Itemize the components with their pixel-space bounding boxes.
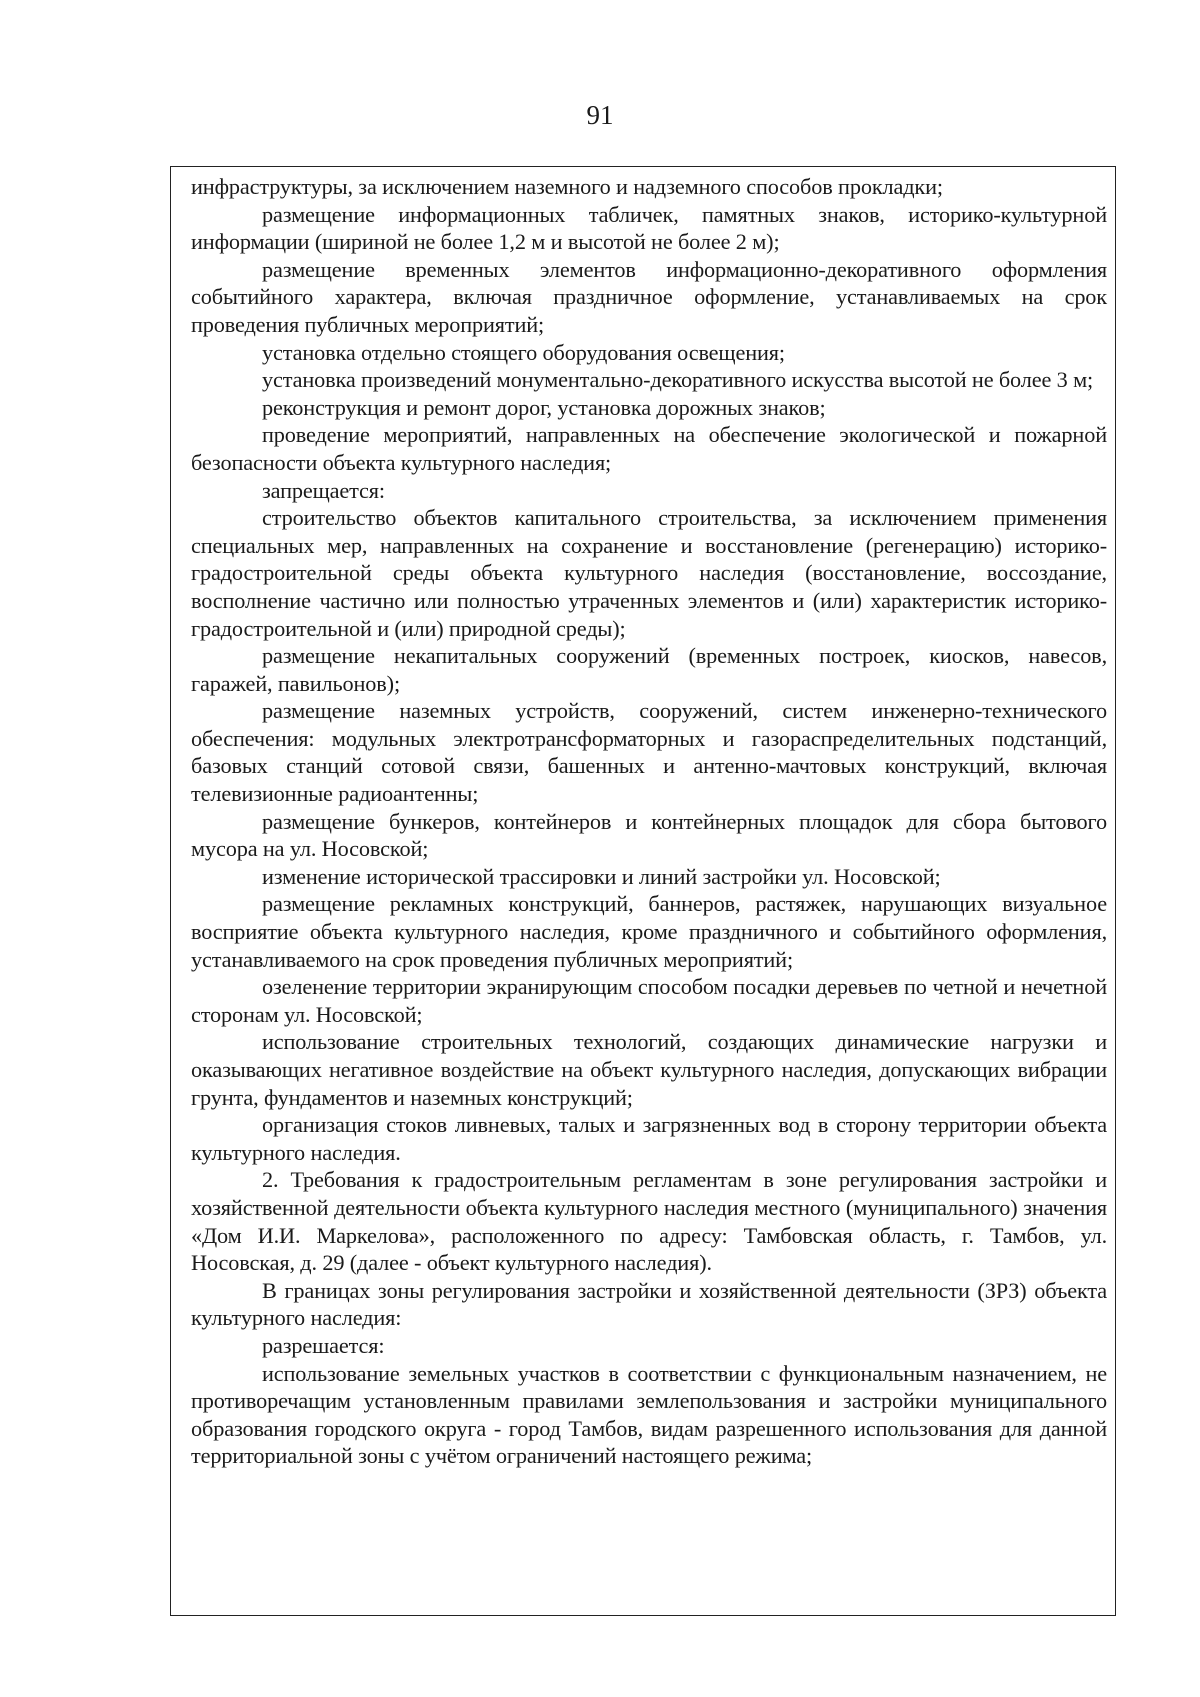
paragraph: изменение исторической трассировки и линий застройки ул. Носовской;	[262, 863, 941, 889]
paragraph: проведение мероприятий, направленных на обеспечение экологической и пожарной безопасности объекта культурного наследия;	[191, 422, 1107, 475]
paragraph: установка произведений монументально-декоративного искусства высотой не более 3 м;	[262, 367, 1094, 393]
paragraph: размещение бункеров, контейнеров и контейнерных площадок для сбора бытового мусора на ул. Носовской;	[191, 808, 1107, 862]
paragraph: использование земельных участков в соответствии с функциональным назначением, не противоречащим установленным правилами землепользования и застройки муниципального образования городского округа - город Тамбов, видам разрешенного использования для данной территориальной зоны с учётом ограничений настоящего режима;	[191, 1360, 1107, 1469]
document-frame	[170, 166, 1116, 1616]
paragraph: размещение информационных табличек, памятных знаков, историко-культурной информации (шириной не более 1,2 м и высотой не более 2 м);	[191, 201, 1107, 255]
section-heading: 2. Требования к градостроительным регламентам в зоне регулирования застройки и хозяйственной деятельности объекта культурного наследия местного (муниципального) значения «Дом И.И. Маркелова», расположенного по адресу: Тамбовская область, г. Тамбов, ул. Носовская, д. 29 (далее - объект культурного наследия).	[191, 1167, 1107, 1276]
paragraph: размещение рекламных конструкций, баннеров, растяжек, нарушающих визуальное восприятие объекта культурного наследия, кроме праздничного и событийного оформления, устанавливаемого на срок проведения публичных мероприятий;	[191, 891, 1107, 972]
paragraph: использование строительных технологий, создающих динамические нагрузки и оказывающих негативное воздействие на объект культурного наследия, допускающих вибрации грунта, фундаментов и наземных конструкций;	[191, 1029, 1107, 1110]
page-number: 91	[586, 100, 614, 130]
paragraph: строительство объектов капитального строительства, за исключением применения специальных мер, направленных на сохранение и восстановление (регенерацию) историко-градостроительной среды объекта культурного наследия (восстановление, воссоздание, восполнение частично или полностью утраченных элементов и (или) характеристик историко-градостроительной и (или) природной среды);	[191, 505, 1107, 641]
paragraph: организация стоков ливневых, талых и загрязненных вод в сторону территории объекта культурного наследия.	[191, 1112, 1107, 1165]
paragraph: В границах зоны регулирования застройки и хозяйственной деятельности (ЗРЗ) объекта культурного наследия:	[191, 1277, 1107, 1331]
section-label-permitted: разрешается:	[262, 1332, 385, 1358]
paragraph: инфраструктуры, за исключением наземного и надземного способов прокладки;	[191, 174, 943, 199]
paragraph: реконструкция и ремонт дорог, установка дорожных знаков;	[262, 394, 826, 420]
section-label-prohibited: запрещается:	[262, 477, 385, 503]
paragraph: озеленение территории экранирующим способом посадки деревьев по четной и нечетной сторонам ул. Носовской;	[191, 974, 1107, 1027]
paragraph: установка отдельно стоящего оборудования освещения;	[262, 339, 785, 365]
paragraph: размещение временных элементов информационно-декоративного оформления событийного характера, включая праздничное оформление, устанавливаемых на срок проведения публичных мероприятий;	[191, 256, 1107, 337]
paragraph: размещение наземных устройств, сооружений, систем инженерно-технического обеспечения: модульных электротрансформаторных и газораспределительных подстанций, базовых станций сотовой связи, башенных и антенно-мачтовых конструкций, включая телевизионные радиоантенны;	[191, 698, 1107, 807]
paragraph: размещение некапитальных сооружений (временных построек, киосков, навесов, гаражей, павильонов);	[191, 643, 1107, 696]
